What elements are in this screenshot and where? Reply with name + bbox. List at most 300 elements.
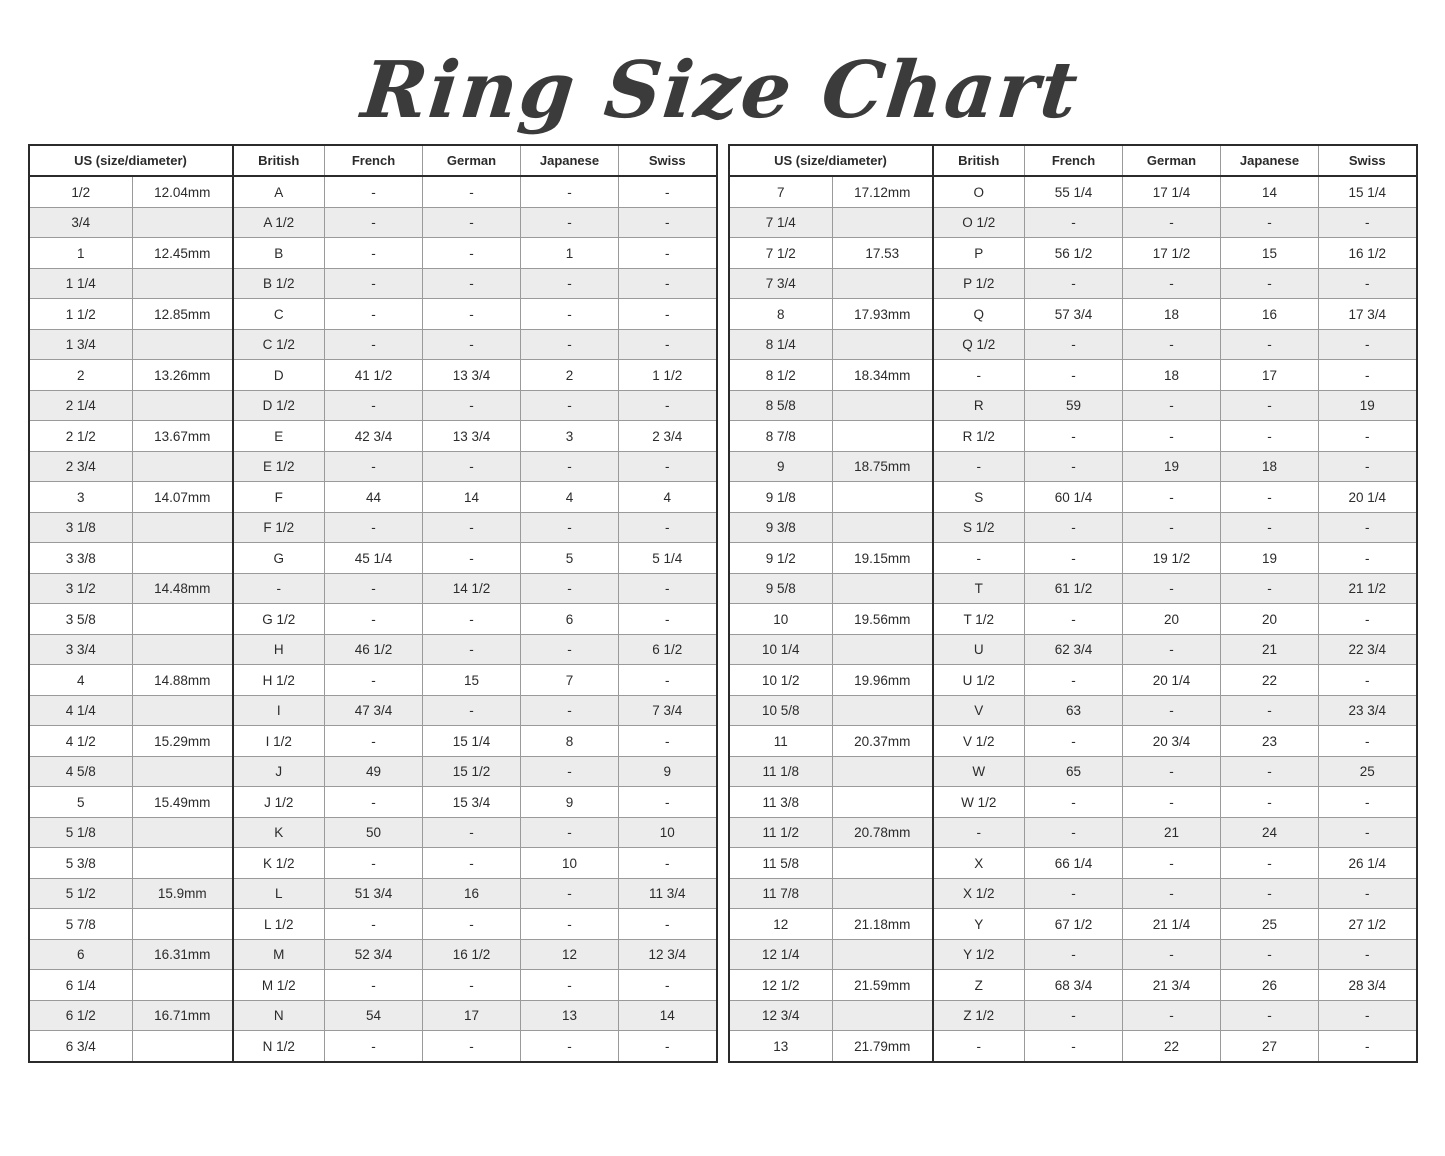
table-row [729,878,1417,909]
table-row [729,238,1417,269]
cell-us-diameter: 14.48mm [133,573,233,604]
cell-british: - [933,817,1025,848]
table-row [29,726,717,757]
cell-us-diameter [133,451,233,482]
tables-container [0,144,1445,1063]
table-row [29,878,717,909]
cell-swiss: - [619,970,717,1001]
cell-british: E 1/2 [233,451,325,482]
cell-british: Q [933,299,1025,330]
cell-british: V [933,695,1025,726]
cell-french: 66 1/4 [1025,848,1123,879]
cell-us-diameter [133,695,233,726]
table-row [29,543,717,574]
cell-british: L 1/2 [233,909,325,940]
table-row [29,970,717,1001]
cell-french: 65 [1025,756,1123,787]
cell-us-diameter [133,329,233,360]
cell-german: - [423,817,521,848]
cell-japanese: - [521,634,619,665]
cell-french: - [325,512,423,543]
cell-swiss: 12 3/4 [619,939,717,970]
cell-french: 57 3/4 [1025,299,1123,330]
cell-british: P 1/2 [933,268,1025,299]
cell-us-size: 11 1/8 [729,756,833,787]
table-row [29,207,717,238]
table-row [729,176,1417,207]
cell-swiss: - [619,176,717,207]
cell-german: - [423,695,521,726]
table-row [729,1031,1417,1062]
cell-german: - [1123,939,1221,970]
cell-german: 21 3/4 [1123,970,1221,1001]
cell-french: - [325,604,423,635]
cell-us-diameter: 18.34mm [833,360,933,391]
cell-us-size: 6 [29,939,133,970]
cell-us-size: 10 5/8 [729,695,833,726]
cell-us-size: 11 3/8 [729,787,833,818]
cell-british: - [933,451,1025,482]
cell-us-diameter: 16.31mm [133,939,233,970]
cell-swiss: 6 1/2 [619,634,717,665]
cell-french: - [325,726,423,757]
cell-us-diameter [133,817,233,848]
cell-us-diameter: 19.15mm [833,543,933,574]
cell-german: - [1123,329,1221,360]
cell-japanese: - [521,756,619,787]
cell-german: 14 1/2 [423,573,521,604]
cell-us-size: 2 [29,360,133,391]
table-row [729,848,1417,879]
cell-japanese: - [521,512,619,543]
cell-us-size: 1 3/4 [29,329,133,360]
table-row [729,787,1417,818]
cell-us-diameter: 20.37mm [833,726,933,757]
cell-us-diameter [833,939,933,970]
cell-japanese: - [521,207,619,238]
table-row [29,756,717,787]
table-row [29,176,717,207]
table-row [729,604,1417,635]
cell-british: K [233,817,325,848]
cell-japanese: 23 [1221,726,1319,757]
cell-japanese: 17 [1221,360,1319,391]
table-row [29,817,717,848]
cell-japanese: - [521,329,619,360]
cell-us-diameter: 15.29mm [133,726,233,757]
cell-swiss: - [619,787,717,818]
cell-japanese: 7 [521,665,619,696]
cell-swiss: - [619,390,717,421]
cell-german: - [423,329,521,360]
cell-french: 51 3/4 [325,878,423,909]
cell-french: 44 [325,482,423,513]
cell-german: - [423,1031,521,1062]
cell-british: S 1/2 [933,512,1025,543]
cell-german: - [1123,756,1221,787]
cell-japanese: 24 [1221,817,1319,848]
cell-japanese: 15 [1221,238,1319,269]
cell-us-diameter [133,970,233,1001]
cell-french: - [325,238,423,269]
cell-swiss: - [1319,1000,1417,1031]
cell-british: N [233,1000,325,1031]
cell-japanese: 19 [1221,543,1319,574]
cell-us-size: 10 1/4 [729,634,833,665]
table-body-left [29,176,717,1062]
cell-german: 15 1/2 [423,756,521,787]
cell-british: F 1/2 [233,512,325,543]
cell-french: - [325,207,423,238]
cell-us-diameter [133,756,233,787]
cell-french: 50 [325,817,423,848]
cell-british: I 1/2 [233,726,325,757]
cell-british: C 1/2 [233,329,325,360]
cell-us-diameter: 19.96mm [833,665,933,696]
cell-japanese: - [1221,1000,1319,1031]
table-row [729,299,1417,330]
cell-swiss: - [619,329,717,360]
cell-swiss: - [619,848,717,879]
cell-japanese: - [1221,421,1319,452]
table-row [729,817,1417,848]
cell-british: C [233,299,325,330]
cell-us-size: 1/2 [29,176,133,207]
cell-us-size: 7 [729,176,833,207]
cell-us-diameter: 15.49mm [133,787,233,818]
cell-french: - [325,176,423,207]
cell-us-size: 6 1/2 [29,1000,133,1031]
table-row [729,390,1417,421]
cell-us-size: 5 7/8 [29,909,133,940]
cell-japanese: - [1221,482,1319,513]
cell-us-size: 2 1/4 [29,390,133,421]
table-row [29,482,717,513]
table-header-row [29,145,717,177]
cell-french: - [325,451,423,482]
cell-swiss: - [1319,268,1417,299]
column-header-french: French [325,145,423,177]
cell-swiss: - [619,909,717,940]
cell-swiss: - [1319,207,1417,238]
cell-french: - [325,573,423,604]
cell-french: 52 3/4 [325,939,423,970]
cell-japanese: - [521,390,619,421]
cell-british: T [933,573,1025,604]
cell-swiss: 28 3/4 [1319,970,1417,1001]
cell-japanese: - [1221,573,1319,604]
cell-us-size: 8 1/4 [729,329,833,360]
cell-us-size: 4 5/8 [29,756,133,787]
cell-japanese: 25 [1221,909,1319,940]
cell-german: - [423,176,521,207]
cell-british: L [233,878,325,909]
cell-japanese: - [1221,268,1319,299]
cell-british: M 1/2 [233,970,325,1001]
column-header-french: French [1025,145,1123,177]
cell-german: - [1123,878,1221,909]
cell-german: 20 [1123,604,1221,635]
cell-us-diameter [133,543,233,574]
cell-us-size: 3 3/8 [29,543,133,574]
cell-us-size: 11 7/8 [729,878,833,909]
cell-british: T 1/2 [933,604,1025,635]
cell-us-size: 11 1/2 [729,817,833,848]
cell-british: W 1/2 [933,787,1025,818]
cell-swiss: - [619,604,717,635]
cell-french: 41 1/2 [325,360,423,391]
cell-swiss: - [1319,787,1417,818]
cell-british: D 1/2 [233,390,325,421]
column-header-us: US (size/diameter) [729,145,933,177]
cell-french: - [1025,939,1123,970]
cell-swiss: 11 3/4 [619,878,717,909]
cell-swiss: - [619,1031,717,1062]
cell-swiss: 5 1/4 [619,543,717,574]
cell-japanese: 3 [521,421,619,452]
cell-french: - [1025,787,1123,818]
cell-japanese: 4 [521,482,619,513]
cell-german: 18 [1123,299,1221,330]
cell-french: - [325,329,423,360]
cell-swiss: - [1319,726,1417,757]
cell-french: 55 1/4 [1025,176,1123,207]
cell-japanese: 27 [1221,1031,1319,1062]
cell-german: - [423,970,521,1001]
cell-swiss: - [619,665,717,696]
cell-german: 21 [1123,817,1221,848]
cell-us-diameter [133,634,233,665]
cell-german: 14 [423,482,521,513]
cell-french: 47 3/4 [325,695,423,726]
table-row [729,512,1417,543]
cell-german: - [423,390,521,421]
table-row [729,756,1417,787]
cell-us-size: 9 5/8 [729,573,833,604]
table-row [729,207,1417,238]
cell-us-size: 8 [729,299,833,330]
cell-us-size: 9 3/8 [729,512,833,543]
cell-german: - [423,909,521,940]
cell-japanese: - [1221,390,1319,421]
cell-us-diameter: 14.88mm [133,665,233,696]
size-table-left [28,144,718,1063]
table-row [29,238,717,269]
cell-british: O 1/2 [933,207,1025,238]
cell-british: B [233,238,325,269]
table-row [729,360,1417,391]
cell-german: 13 3/4 [423,421,521,452]
cell-german: - [1123,695,1221,726]
cell-us-diameter [133,268,233,299]
table-row [29,421,717,452]
cell-german: - [423,543,521,574]
cell-german: - [423,238,521,269]
cell-us-size: 6 3/4 [29,1031,133,1062]
cell-british: G [233,543,325,574]
table-row [29,299,717,330]
cell-british: X 1/2 [933,878,1025,909]
cell-japanese: - [521,970,619,1001]
cell-japanese: 8 [521,726,619,757]
cell-japanese: 13 [521,1000,619,1031]
cell-us-diameter [833,482,933,513]
cell-japanese: 12 [521,939,619,970]
cell-french: 42 3/4 [325,421,423,452]
cell-german: 16 [423,878,521,909]
cell-french: - [1025,1031,1123,1062]
table-row [29,573,717,604]
cell-british: D [233,360,325,391]
cell-us-diameter [133,207,233,238]
cell-british: - [933,543,1025,574]
cell-french: 67 1/2 [1025,909,1123,940]
cell-japanese: - [521,817,619,848]
cell-british: R [933,390,1025,421]
cell-swiss: 16 1/2 [1319,238,1417,269]
table-row [29,909,717,940]
table-row [29,329,717,360]
cell-us-size: 8 5/8 [729,390,833,421]
cell-us-size: 4 1/4 [29,695,133,726]
cell-british: O [933,176,1025,207]
cell-japanese: - [1221,695,1319,726]
cell-british: N 1/2 [233,1031,325,1062]
cell-swiss: 19 [1319,390,1417,421]
cell-swiss: 22 3/4 [1319,634,1417,665]
cell-french: - [1025,665,1123,696]
cell-swiss: - [619,512,717,543]
cell-french: - [325,390,423,421]
cell-british: J [233,756,325,787]
cell-british: B 1/2 [233,268,325,299]
cell-us-size: 12 3/4 [729,1000,833,1031]
cell-japanese: - [521,573,619,604]
cell-swiss: - [1319,360,1417,391]
cell-swiss: 21 1/2 [1319,573,1417,604]
cell-us-diameter: 17.93mm [833,299,933,330]
cell-french: 45 1/4 [325,543,423,574]
cell-german: - [423,451,521,482]
table-row [29,268,717,299]
cell-swiss: - [1319,604,1417,635]
cell-german: - [1123,207,1221,238]
cell-us-diameter: 14.07mm [133,482,233,513]
table-row [729,726,1417,757]
page-title: Ring Size Chart [357,45,1084,136]
cell-us-diameter [833,695,933,726]
cell-us-size: 1 1/4 [29,268,133,299]
cell-german: 16 1/2 [423,939,521,970]
cell-swiss: 27 1/2 [1319,909,1417,940]
cell-us-size: 3 1/2 [29,573,133,604]
cell-swiss: - [1319,878,1417,909]
cell-us-diameter [833,756,933,787]
cell-british: - [233,573,325,604]
cell-us-diameter: 21.18mm [833,909,933,940]
cell-us-diameter: 17.12mm [833,176,933,207]
cell-japanese: 6 [521,604,619,635]
cell-swiss: - [1319,543,1417,574]
cell-french: - [1025,360,1123,391]
cell-us-diameter [133,1031,233,1062]
cell-us-size: 7 3/4 [729,268,833,299]
column-header-german: German [423,145,521,177]
cell-us-diameter: 12.45mm [133,238,233,269]
table-row [29,1000,717,1031]
column-header-swiss: Swiss [619,145,717,177]
cell-us-size: 13 [729,1031,833,1062]
cell-german: - [423,634,521,665]
table-row [29,360,717,391]
cell-german: - [423,299,521,330]
cell-us-size: 3 3/4 [29,634,133,665]
cell-swiss: - [1319,817,1417,848]
cell-us-size: 3 1/8 [29,512,133,543]
cell-french: - [1025,726,1123,757]
table-row [729,543,1417,574]
table-row [729,421,1417,452]
cell-french: - [325,909,423,940]
cell-french: - [1025,604,1123,635]
cell-us-diameter [833,878,933,909]
cell-french: - [325,665,423,696]
cell-japanese: - [1221,787,1319,818]
cell-swiss: - [619,299,717,330]
cell-swiss: 17 3/4 [1319,299,1417,330]
cell-swiss: - [619,573,717,604]
table-row [729,909,1417,940]
cell-japanese: - [521,299,619,330]
table-row [29,512,717,543]
cell-german: - [1123,421,1221,452]
cell-us-size: 9 1/8 [729,482,833,513]
size-table-right [728,144,1418,1063]
cell-us-diameter [833,207,933,238]
cell-french: 49 [325,756,423,787]
cell-swiss: 23 3/4 [1319,695,1417,726]
cell-japanese: - [521,176,619,207]
cell-us-diameter [833,787,933,818]
table-row [29,695,717,726]
cell-german: - [423,512,521,543]
table-row [729,329,1417,360]
cell-british: G 1/2 [233,604,325,635]
cell-japanese: 22 [1221,665,1319,696]
table-row [29,665,717,696]
cell-us-diameter [833,390,933,421]
table-body-right [729,176,1417,1062]
cell-british: U 1/2 [933,665,1025,696]
table-row [29,1031,717,1062]
cell-us-diameter: 20.78mm [833,817,933,848]
cell-french: - [1025,817,1123,848]
cell-us-diameter [133,604,233,635]
cell-swiss: - [1319,665,1417,696]
cell-japanese: 14 [1221,176,1319,207]
cell-french: - [325,268,423,299]
cell-us-diameter: 13.67mm [133,421,233,452]
cell-japanese: - [521,909,619,940]
cell-swiss: - [1319,939,1417,970]
cell-us-size: 1 [29,238,133,269]
cell-german: - [1123,268,1221,299]
cell-swiss: - [619,268,717,299]
cell-french: - [1025,451,1123,482]
cell-us-size: 7 1/2 [729,238,833,269]
cell-german: 15 1/4 [423,726,521,757]
cell-us-diameter: 21.59mm [833,970,933,1001]
